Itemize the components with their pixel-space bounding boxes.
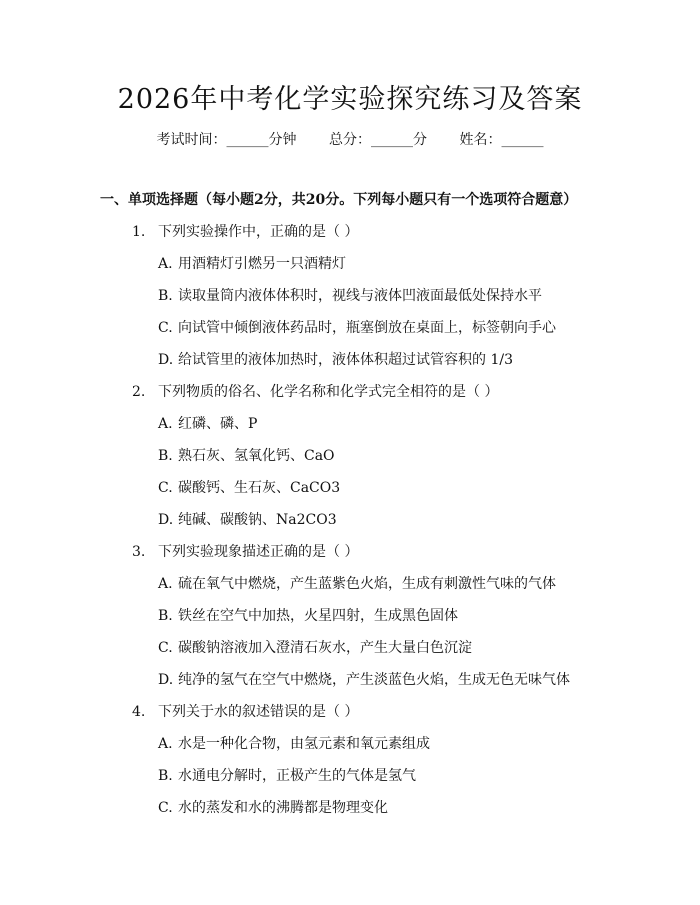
question-stem (132, 382, 498, 402)
option-text: 向试管中倾倒液体药品时，瓶塞倒放在桌面上，标签朝向手心 (178, 320, 556, 336)
question-stem (132, 702, 358, 722)
question-number: 1. (132, 224, 146, 240)
option-text: 红磷、磷、P (178, 416, 258, 432)
option-b (158, 606, 458, 626)
option-text: 读取量筒内液体体积时，视线与液体凹液面最低处保持水平 (178, 288, 542, 304)
option-letter: A. (158, 736, 173, 752)
option-d (158, 670, 570, 690)
question-stem (132, 542, 358, 562)
option-text: 水是一种化合物，由氢元素和氧元素组成 (178, 736, 430, 752)
option-letter: A. (158, 256, 173, 272)
option-letter: C. (158, 480, 173, 496)
option-text: 碳酸钠溶液加入澄清石灰水，产生大量白色沉淀 (178, 640, 472, 656)
option-c (158, 478, 340, 498)
option-a (158, 414, 257, 434)
option-text: 纯碱、碳酸钠、Na2CO3 (178, 512, 337, 528)
option-text: 铁丝在空气中加热，火星四射，生成黑色固体 (178, 608, 458, 624)
option-text: 水的蒸发和水的沸腾都是物理变化 (178, 800, 388, 816)
option-b (158, 286, 542, 306)
question-number: 4. (132, 704, 146, 720)
option-letter: B. (158, 448, 173, 464)
option-b (158, 766, 416, 786)
option-text: 给试管里的液体加热时，液体体积超过试管容积的 1/3 (178, 352, 513, 368)
option-letter: D. (158, 352, 174, 368)
option-letter: D. (158, 512, 174, 528)
option-a (158, 574, 556, 594)
question-text: 下列实验操作中，正确的是（ ） (158, 224, 359, 240)
student-name-field: 姓名：______ (459, 132, 544, 148)
question-text: 下列关于水的叙述错误的是（ ） (158, 704, 359, 720)
option-text: 水通电分解时，正极产生的气体是氢气 (178, 768, 416, 784)
section-heading: 一、单项选择题（每小题2分，共20分。下列每小题只有一个选项符合题意） (100, 192, 578, 208)
option-a (158, 254, 346, 274)
option-c (158, 318, 556, 338)
option-c (158, 638, 472, 658)
option-letter: C. (158, 640, 173, 656)
option-letter: B. (158, 288, 173, 304)
option-d (158, 510, 337, 530)
option-letter: B. (158, 608, 173, 624)
option-text: 用酒精灯引燃另一只酒精灯 (178, 256, 346, 272)
option-a (158, 734, 430, 754)
option-letter: C. (158, 800, 173, 816)
option-letter: C. (158, 320, 173, 336)
question-text: 下列物质的俗名、化学名称和化学式完全相符的是（ ） (158, 384, 499, 400)
option-letter: A. (158, 576, 173, 592)
option-text: 纯净的氢气在空气中燃烧，产生淡蓝色火焰，生成无色无味气体 (178, 672, 570, 688)
exam-time-field: 考试时间：______分钟 (156, 132, 297, 148)
option-text: 碳酸钙、生石灰、CaCO3 (178, 480, 341, 496)
page-title: 2026年中考化学实验探究练习及答案 (117, 84, 583, 115)
option-letter: A. (158, 416, 173, 432)
exam-info (0, 130, 700, 150)
option-letter: D. (158, 672, 174, 688)
option-b (158, 446, 335, 466)
total-score-field: 总分：______分 (329, 132, 427, 148)
option-c (158, 798, 388, 818)
question-stem (132, 222, 358, 242)
question-number: 2. (132, 384, 146, 400)
option-letter: B. (158, 768, 173, 784)
question-text: 下列实验现象描述正确的是（ ） (158, 544, 359, 560)
option-text: 硫在氧气中燃烧，产生蓝紫色火焰，生成有刺激性气味的气体 (178, 576, 556, 592)
option-text: 熟石灰、氢氧化钙、CaO (178, 448, 335, 464)
option-d (158, 350, 513, 370)
question-number: 3. (132, 544, 146, 560)
